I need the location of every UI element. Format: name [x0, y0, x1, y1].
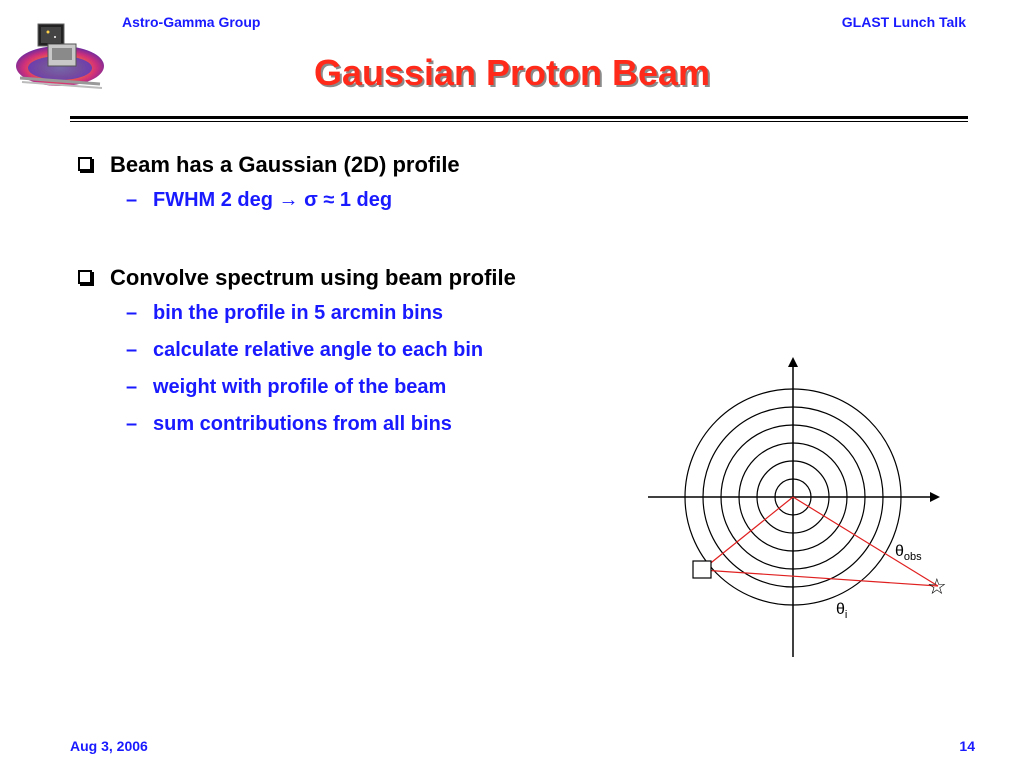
- dash-marker: –: [126, 413, 138, 435]
- square-bullet-icon: [78, 270, 92, 284]
- dash-marker: –: [126, 189, 138, 211]
- header-talk-name: GLAST Lunch Talk: [841, 14, 966, 30]
- sub-bullet-text: sum contributions from all bins: [153, 413, 452, 435]
- x-axis-arrowhead: [930, 492, 940, 502]
- footer-page-number: 14: [959, 738, 975, 754]
- bin-square-icon: [693, 561, 711, 578]
- theta-obs-subscript: obs: [903, 551, 922, 563]
- title-divider-thin: [70, 121, 968, 122]
- beam-profile-diagram: [640, 350, 950, 670]
- sub-bullet-text: weight with profile of the beam: [153, 376, 447, 398]
- sub-bullet: [76, 406, 676, 443]
- sub-bullet-text: FWHM 2 deg → σ ≈ 1 deg: [153, 189, 393, 211]
- ray-bin-to-star: [702, 570, 938, 586]
- dash-marker: –: [126, 302, 138, 324]
- theta-symbol: θ: [836, 601, 845, 618]
- sub-bullet: [76, 182, 676, 219]
- theta-symbol: θ: [895, 543, 904, 560]
- title-divider-thick: [70, 116, 968, 119]
- dash-marker: –: [126, 376, 138, 398]
- bullet-list: [76, 148, 676, 443]
- main-bullet: [76, 148, 676, 182]
- ray-center-to-bin: [702, 497, 793, 570]
- theta-i-subscript: i: [844, 609, 848, 621]
- theta-obs-label: [895, 543, 922, 563]
- main-bullet: [76, 261, 676, 295]
- main-bullet-text: Convolve spectrum using beam profile: [110, 265, 516, 290]
- sub-bullet: [76, 332, 676, 369]
- slide-title: Gaussian Proton Beam: [313, 52, 711, 93]
- main-bullet-text: Beam has a Gaussian (2D) profile: [110, 152, 460, 177]
- sub-bullet: [76, 295, 676, 332]
- sub-bullet: [76, 369, 676, 406]
- sub-bullet-text: calculate relative angle to each bin: [153, 339, 484, 361]
- star-outline-icon: ☆: [927, 575, 947, 600]
- y-axis-arrowhead: [788, 357, 798, 367]
- footer-date: Aug 3, 2006: [70, 738, 148, 754]
- theta-i-label: [836, 601, 847, 621]
- square-bullet-icon: [78, 157, 92, 171]
- spacer: [76, 219, 676, 261]
- header-group-name: Astro-Gamma Group: [122, 14, 261, 30]
- ray-center-to-star: [793, 497, 938, 586]
- dash-marker: –: [126, 339, 138, 361]
- sub-bullet-text: bin the profile in 5 arcmin bins: [153, 302, 444, 324]
